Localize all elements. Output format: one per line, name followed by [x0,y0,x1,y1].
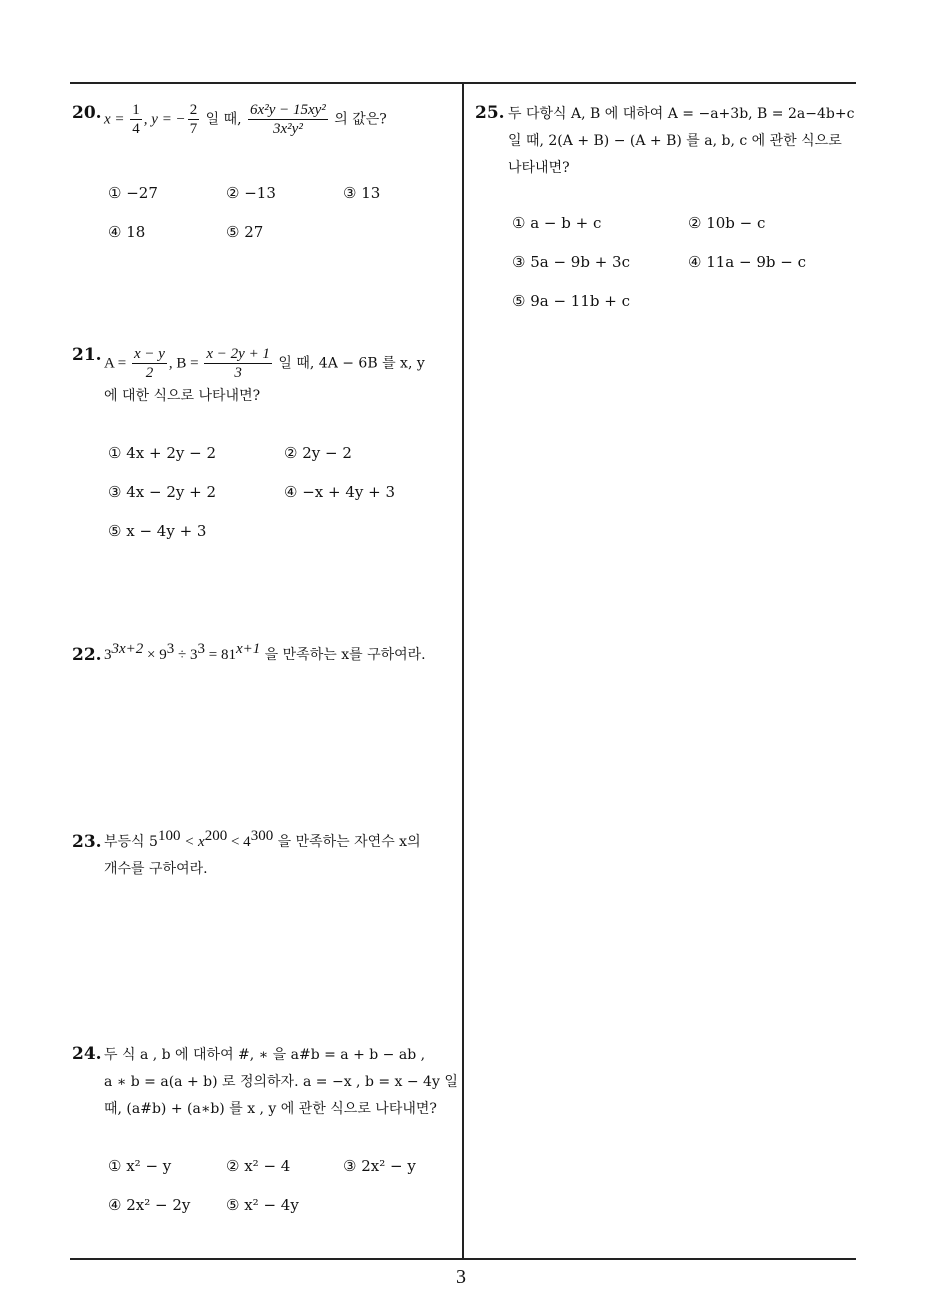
q24-option-5[interactable]: ⑤ x² − 4y [226,1196,299,1214]
question-23-number: 23. [72,832,102,852]
question-23-text: 부등식 $5^{100} < x^{200} < 4^{300}$ 을 만족하는 자연수 x의 [104,828,421,850]
question-23-line-2: 개수를 구하여라. [104,861,208,877]
question-20-number: 20. [72,103,102,123]
question-25-number: 25. [475,103,505,123]
q24-option-1[interactable]: ① x² − y [108,1157,172,1175]
q20-expression-fraction: $\frac{\text{6x²y − 15xy²}}{\text{3x²y²}}$ [250,102,326,137]
q20-y-fraction: $\frac{2}{7}$ [189,102,198,137]
question-22-text: $3^{3x+2} \times 9^3 \div 3^3 = 81^{x+1}$ 을 만족하는 x를 구하여라. [104,641,426,663]
q20-prompt: 의 값은? [329,111,387,128]
q21-option-1[interactable]: ① 4x + 2y − 2 [108,444,216,462]
q20-y-label: , y = − [143,111,186,128]
q24-option-3[interactable]: ③ 2x² − y [343,1157,416,1175]
q21-a-label: A = [104,355,130,372]
question-21-text [104,345,459,382]
q20-x-label: x = [104,111,129,128]
q25-option-4[interactable]: ④ 11a − 9b − c [688,253,807,271]
question-24-line-1: 두 식 a , b 에 대하여 #, ∗ 을 a#b = a + b − ab , [104,1047,426,1063]
q20-option-2[interactable]: ② −13 [226,184,276,202]
question-25-line-2: 일 때, 2(A + B) − (A + B) 를 a, b, c 에 관한 식으로 [508,133,842,149]
question-22-number: 22. [72,645,102,665]
q21-option-3[interactable]: ③ 4x − 2y + 2 [108,483,216,501]
q20-x-fraction: $\frac{1}{4}$ [132,102,140,137]
q25-option-2[interactable]: ② 10b − c [688,214,766,232]
question-24-line-3: 때, (a#b) + (a∗b) 를 x , y 에 관한 식으로 나타내면? [104,1101,437,1117]
q25-option-1[interactable]: ① a − b + c [512,214,602,232]
question-21-number: 21. [72,345,102,365]
q21-b-fraction: $\frac{x - 2y + 1}{3}$ [206,346,270,381]
q21-option-2[interactable]: ② 2y − 2 [284,444,352,462]
q24-option-2[interactable]: ② x² − 4 [226,1157,291,1175]
q21-a-fraction: $\frac{x - y}{2}$ [133,346,165,381]
q21-condition: 일 때, 4A − 6B 를 x, y [273,355,425,372]
q21-b-label: , B = [168,355,203,372]
column-divider [462,82,464,1259]
q20-condition: 일 때, [201,111,247,128]
q25-option-3[interactable]: ③ 5a − 9b + 3c [512,253,631,271]
q25-option-5[interactable]: ⑤ 9a − 11b + c [512,292,631,310]
question-24-number: 24. [72,1044,102,1064]
question-21-line-2: 에 대한 식으로 나타내면? [104,388,261,404]
question-25-line-3: 나타내면? [508,160,570,176]
question-25-line-1: 두 다항식 A, B 에 대하여 A = −a+3b, B = 2a−4b+c [508,106,855,122]
q20-option-1[interactable]: ① −27 [108,184,158,202]
q20-option-5[interactable]: ⑤ 27 [226,223,264,241]
q21-option-4[interactable]: ④ −x + 4y + 3 [284,483,396,501]
question-24-line-2: a ∗ b = a(a + b) 로 정의하자. a = −x , b = x − 4y 일 [104,1074,458,1090]
question-20-text [104,101,459,138]
q20-option-3[interactable]: ③ 13 [343,184,381,202]
q21-option-5[interactable]: ⑤ x − 4y + 3 [108,522,207,540]
q24-option-4[interactable]: ④ 2x² − 2y [108,1196,191,1214]
page-number: 3 [456,1266,466,1288]
q20-option-4[interactable]: ④ 18 [108,223,146,241]
